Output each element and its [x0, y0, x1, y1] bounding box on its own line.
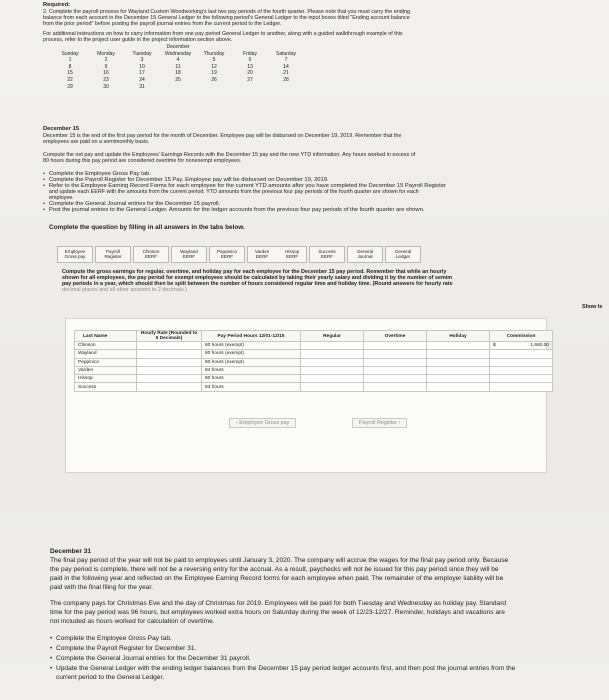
tab-label: General — [356, 249, 374, 254]
tab-label: EERF — [320, 254, 334, 260]
overtime-input[interactable] — [364, 350, 427, 358]
dec31-heading: December 31 — [50, 548, 92, 555]
hourly-rate-input[interactable] — [137, 350, 202, 358]
required-line: balance from each account in the December 15 General Ledger to the following period's General Ledger to the input boxes titled "Ending account balance — [43, 15, 410, 21]
day: 9 — [104, 63, 108, 70]
tab-label: Employee — [64, 249, 86, 254]
tab-label: Payroll — [105, 249, 121, 254]
day: 12 — [211, 63, 217, 70]
tab-payroll-register[interactable] — [95, 246, 131, 263]
regular-input[interactable] — [301, 350, 364, 358]
day: 1 — [68, 57, 72, 64]
dec31-bullet: • Complete the Payroll Register for December 31. — [56, 645, 196, 652]
table-row — [75, 375, 553, 383]
currency-symbol: $ — [493, 343, 496, 349]
additional-line: process, refer to the project user guide in the project information section above. — [43, 37, 233, 43]
weekday: Tuesday — [132, 50, 152, 57]
regular-input[interactable] — [301, 342, 364, 350]
prev-tab-label: Employee Gross pay — [239, 420, 290, 426]
dec31-bullet-cont: current period to the General Ledger. — [56, 674, 165, 681]
col-regular: Regular — [301, 331, 364, 342]
weekday: Wednesday — [164, 50, 192, 57]
tab-label: Ledger — [395, 254, 411, 260]
holiday-input[interactable] — [427, 375, 490, 383]
pay-period-hours: 80 hours (exempt) — [202, 358, 301, 366]
day — [196, 84, 232, 91]
table-row — [75, 350, 553, 358]
hourly-rate-input[interactable] — [137, 358, 202, 366]
day: 16 — [103, 70, 109, 77]
calendar-week — [52, 57, 352, 64]
additional-line: For additional instructions on how to carry information from one pay period General Ledger to another, along with a guided walkthrough example of this — [43, 31, 403, 37]
calendar-weekdays — [52, 51, 352, 58]
dec31-line: paid in the following year and reflected on the Employee Earning Record forms for each employee when paid. The remainder of the employer liability will be — [50, 575, 504, 582]
regular-input[interactable] — [301, 358, 364, 366]
dec15-bullet: • Complete the Employee Gross Pay tab. — [49, 171, 151, 177]
commission-input[interactable] — [490, 358, 553, 366]
next-tab-button[interactable] — [352, 418, 407, 428]
tab-varden-hissop-eerf[interactable] — [247, 246, 307, 263]
commission-input[interactable] — [490, 350, 553, 358]
tab-label: Success — [318, 249, 336, 254]
dec15-bullet-cont: employee. — [49, 195, 74, 201]
pay-period-hours: 80 hours (exempt) — [202, 350, 301, 358]
holiday-input[interactable] — [427, 383, 490, 391]
tab-chinson-eerf[interactable] — [133, 246, 169, 263]
dec15-bullet: • Complete the General Journal entries for the December 15 payroll. — [49, 201, 220, 207]
gross-instruction: Compute the gross earnings for regular, overtime, and holiday pay for each employee for the December 15 pay period. Remember that while an hourly — [62, 269, 447, 275]
day: 19 — [211, 70, 217, 77]
day: 27 — [247, 76, 253, 83]
gross-instruction: shown for all employees, the pay period for exempt employees should be calculated by taking their yearly salary and dividing it by the number of semim — [62, 275, 453, 281]
regular-input[interactable] — [301, 366, 364, 374]
dec15-bullet: • Refer to the Employee Earning Record Forms for each employee for the current YTD amounts after you have completed the December 15 Payroll Register — [49, 183, 446, 189]
tab-bar — [57, 246, 423, 263]
employee-name: Success — [75, 383, 137, 391]
dec15-bullet: • Post the journal entries to the General Ledger. Amounts for the ledger accounts from the previous four pay periods of the fourth quarter are shown. — [49, 207, 424, 213]
employee-name: Wayland — [75, 350, 137, 358]
prev-tab-button[interactable] — [229, 418, 296, 428]
december-calendar — [52, 44, 352, 90]
day: 13 — [247, 63, 253, 70]
day: 10 — [139, 63, 145, 70]
overtime-input[interactable] — [364, 366, 427, 374]
day — [232, 84, 268, 91]
tab-peppinico-eerf[interactable] — [209, 246, 245, 263]
day: 15 — [67, 70, 73, 77]
question-prompt: Complete the question by filling in all answers in the tabs below. — [49, 224, 245, 231]
day: 22 — [67, 76, 73, 83]
commission-input[interactable] — [490, 383, 553, 391]
day: 29 — [67, 83, 73, 90]
weekday: Thursday — [203, 50, 225, 57]
required-line: from the prior period" before posting the payroll journal entries from the current period to the Ledger. — [43, 21, 282, 27]
dec15-bullet: • Complete the Payroll Register for December 15 Pay. Employee pay will be disbursed on December 19, 2019. — [49, 177, 329, 183]
overtime-input[interactable] — [364, 342, 427, 350]
employee-name: Hissop — [75, 375, 137, 383]
day: 2 — [104, 57, 108, 64]
hourly-rate-input[interactable] — [137, 383, 202, 391]
day: 11 — [175, 63, 181, 70]
calendar-week — [52, 64, 352, 71]
chevron-right-icon: › — [398, 420, 401, 426]
dec31-company: not included as hours worked for calculation of overtime. — [50, 618, 215, 625]
day: 24 — [139, 76, 145, 83]
dec15-compute: Compute the net pay and update the Employees' Earnings Records with the December 15 pay and the new YTD information. Any hours worked in excess of — [43, 152, 416, 158]
regular-input[interactable] — [301, 375, 364, 383]
tab-label: Hissop EERF — [285, 249, 300, 260]
tab-label: Peppinico — [216, 249, 238, 254]
day: 31 — [139, 83, 145, 90]
day: 25 — [175, 76, 181, 83]
pay-period-hours: 80 hours (exempt) — [202, 342, 301, 350]
day: 26 — [211, 76, 217, 83]
day: 21 — [283, 70, 289, 77]
weekday: Monday — [97, 50, 115, 57]
tab-label: EERF — [220, 254, 234, 260]
overtime-input[interactable] — [364, 358, 427, 366]
col-holiday: Holiday — [427, 331, 490, 342]
day — [160, 84, 196, 91]
overtime-input[interactable] — [364, 383, 427, 391]
dec31-bullet: • Update the General Ledger with the ending ledger balances from the December 15 pay period ledger accounts first, and then post the journal entries from the — [56, 665, 515, 672]
employee-name: Peppinico — [75, 358, 137, 366]
holiday-input[interactable] — [427, 366, 490, 374]
day: 18 — [175, 70, 181, 77]
overtime-input[interactable] — [364, 375, 427, 383]
day: 14 — [283, 63, 289, 70]
table-header-row — [75, 331, 553, 342]
dec15-bullet-cont: and update each EERF with the amounts from the current period. YTD amounts from the previous four pay periods of the fourth quarter are shown for each — [49, 189, 419, 195]
commission-input[interactable] — [490, 375, 553, 383]
col-last-name: Last Name — [75, 331, 137, 342]
table-row — [75, 366, 553, 374]
dec31-company: time for the pay period was 96 hours, but employees worked extra hours on Saturday during the week of 12/23-12/27. Reminder, holidays and vacations are — [50, 609, 505, 616]
holiday-input[interactable] — [427, 342, 490, 350]
show-link[interactable]: Show le — [582, 304, 603, 310]
table-row — [75, 383, 553, 391]
day — [268, 84, 304, 91]
tab-label: EERF — [144, 254, 158, 260]
pay-period-hours: 84 hours — [202, 366, 301, 374]
dec31-line: The final pay period of the year will not be paid to employees until January 3, 2020. The company will accrue the wages for the final pay period only. Because — [50, 557, 509, 564]
dec31-line: the pay period is complete, there will not be a reversing entry for the accrual. As a result, paychecks will not be issued for this pay period since they will be — [50, 566, 499, 573]
dec31-line: paid with the final filing for the year. — [50, 584, 153, 591]
weekday: Sunday — [61, 50, 79, 57]
required-title: Required: — [43, 2, 71, 8]
day: 30 — [103, 83, 109, 90]
weekday: Friday — [243, 50, 257, 57]
col-overtime: Overtime — [364, 331, 427, 342]
tab-label: Gross pay — [64, 254, 86, 260]
table-row — [75, 358, 553, 366]
required-line: 2. Complete the payroll process for Wayland Custom Woodworking's last two pay periods of the fourth quarter. Please note that you must carry the ending — [43, 9, 410, 15]
gross-instruction: pay periods in a year, which should then be split between the number of hours considered regular time and holiday time. (Round answers for hourly rate — [62, 281, 453, 287]
holiday-input[interactable] — [427, 358, 490, 366]
calendar-week — [52, 84, 352, 91]
day: 5 — [212, 57, 216, 64]
calendar-week — [52, 70, 352, 77]
dec31-company: The company pays for Christmas Eve and the day of Christmas for 2019. Employees will be paid for both Tuesday and Wednesday as holiday pay. Standard — [50, 600, 507, 607]
col-hourly-rate: Hourly Rate (Rounded to 5 Decimals) — [137, 331, 202, 342]
day: 23 — [103, 76, 109, 83]
tab-employee-gross-pay[interactable] — [57, 246, 93, 263]
calendar-week — [52, 77, 352, 84]
dec31-bullet: • Complete the Employee Gross Pay tab. — [56, 635, 172, 642]
calendar-month: December — [166, 44, 190, 50]
day: 17 — [139, 70, 145, 77]
day: 6 — [248, 57, 252, 64]
weekday: Saturday — [275, 50, 296, 57]
gross-pay-table — [74, 330, 553, 392]
employee-name: Chinson — [75, 342, 137, 350]
commission-input[interactable] — [490, 366, 553, 374]
tab-wayland-eerf[interactable] — [171, 246, 207, 263]
day: 8 — [68, 63, 72, 70]
dec31-bullet: • Complete the General Journal entries for the December 31 payroll. — [56, 655, 251, 662]
tab-label: Varden EERF — [254, 249, 270, 260]
dec15-line: December 15 is the end of the first pay period for the month of December. Employee pay will be disbursed on December 19, 2019. Remember that the — [43, 133, 402, 139]
table-row — [75, 342, 553, 350]
pay-period-hours: 83 hours — [202, 383, 301, 391]
col-commission: Commission — [490, 331, 553, 342]
tab-label: Chinson — [142, 249, 160, 254]
tab-label: Register — [104, 254, 122, 260]
day: 3 — [140, 57, 144, 64]
dec15-line: employees are paid on a semimonthly basis. — [43, 139, 150, 145]
holiday-input[interactable] — [427, 350, 490, 358]
pay-period-hours: 80 hours — [202, 375, 301, 383]
day: 28 — [283, 76, 289, 83]
tab-label: Wayland — [180, 249, 198, 254]
commission-value — [490, 342, 553, 350]
regular-input[interactable] — [301, 383, 364, 391]
employee-name: Varden — [75, 366, 137, 374]
col-pay-period-hours: Pay Period Hours 12/01-12/15 — [202, 331, 301, 342]
tab-success-eerf[interactable] — [309, 246, 345, 263]
day: 20 — [247, 70, 253, 77]
hourly-rate-input[interactable] — [137, 342, 202, 350]
tab-label: Journal — [357, 254, 373, 260]
tab-label: EERF — [182, 254, 196, 260]
dec15-heading: December 15 — [43, 126, 80, 132]
hourly-rate-input[interactable] — [137, 366, 202, 374]
next-tab-label: Payroll Register — [359, 420, 398, 426]
dec15-compute: 80 hours during this pay period are considered overtime for nonexempt employees. — [43, 158, 242, 164]
day: 4 — [176, 57, 180, 64]
commission-amount: 1,680.00 — [530, 343, 549, 349]
gross-instruction: decimal places and all other answers to 2 decimals.) — [62, 287, 187, 293]
day: 7 — [284, 57, 288, 64]
chevron-left-icon: ‹ — [236, 420, 238, 426]
tab-general-journal[interactable] — [347, 246, 383, 263]
tab-general-ledger[interactable] — [385, 246, 421, 263]
tab-label: General — [394, 249, 412, 254]
hourly-rate-input[interactable] — [137, 375, 202, 383]
